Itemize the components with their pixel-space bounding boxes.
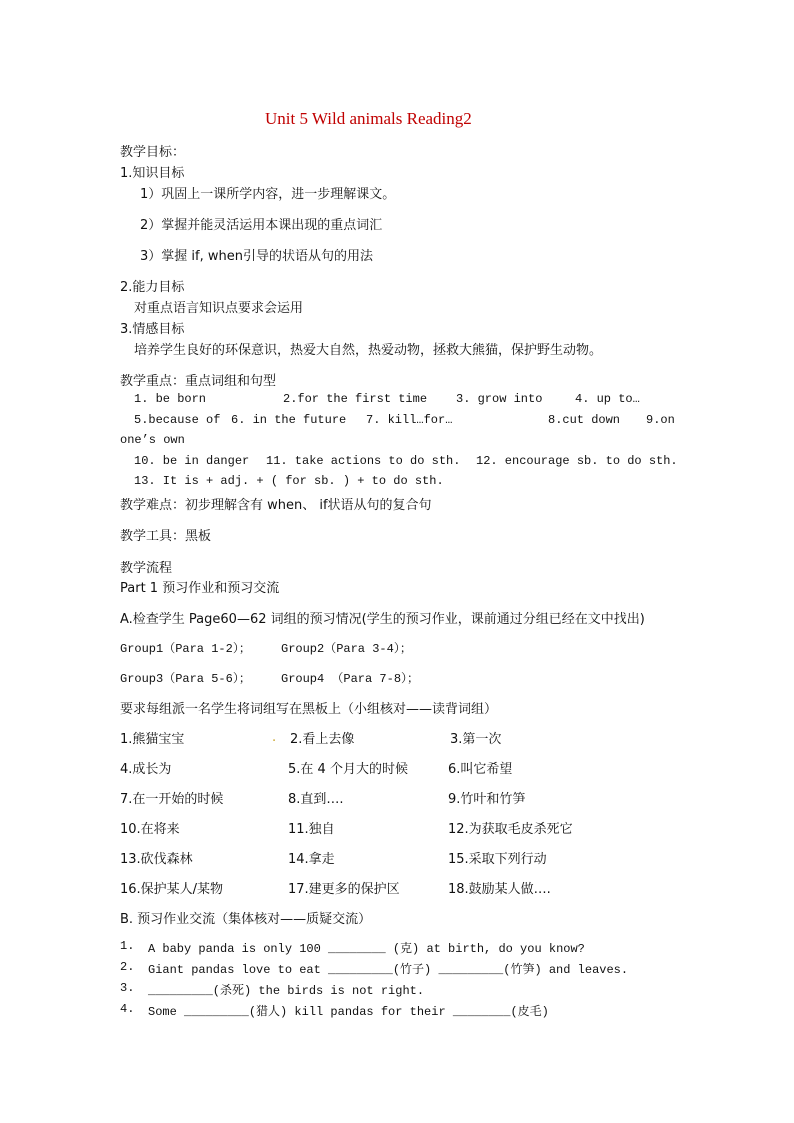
key-phrase: 4. up to… — [575, 392, 640, 406]
key-phrase: 3. grow into — [456, 392, 543, 406]
exercise-number: 1. — [120, 939, 135, 953]
group-4: Group4 （Para 7-8）； — [281, 672, 420, 686]
key-phrase: 11. take actions to do sth. — [266, 454, 461, 468]
document-title: Unit 5 Wild animals Reading2 — [265, 109, 472, 128]
key-phrase: 10. be in danger — [134, 454, 250, 468]
exercise-text: Some _________(猎人) kill pandas for their ________(皮毛) — [148, 1005, 549, 1019]
phrase-item: 4.成长为 — [120, 762, 172, 777]
key-phrase: 2.for the first time — [283, 392, 428, 406]
knowledge-goal-heading: 1.知识目标 — [120, 166, 185, 181]
section-b-heading: B. 预习作业交流（集体核对——质疑交流） — [120, 912, 372, 927]
key-phrase: 6. in the future — [231, 413, 347, 427]
key-phrase: 1. be born — [134, 392, 207, 406]
tools-line: 教学工具：黑板 — [120, 529, 212, 544]
section-a-heading: A.检查学生 Page60—62 词组的预习情况(学生的预习作业，课前通过分组已经在文中找出) — [120, 612, 645, 627]
group-3: Group3（Para 5-6）； — [120, 672, 251, 686]
difficulty-line: 教学难点：初步理解含有 when、 if状语从句的复合句 — [120, 498, 432, 513]
phrase-item: 10.在将来 — [120, 822, 180, 837]
exercise-number: 2. — [120, 960, 135, 974]
requirement-line: 要求每组派一名学生将词组写在黑板上（小组核对——读背词组） — [120, 702, 498, 717]
exercise-text: _________(杀死) the birds is not right. — [148, 984, 425, 998]
key-phrase: 7. kill…for… — [366, 413, 453, 427]
ability-goal-heading: 2.能力目标 — [120, 280, 185, 295]
phrase-item: 8.直到…. — [288, 792, 344, 807]
phrase-item: 3.第一次 — [450, 732, 502, 747]
knowledge-goal-1: 1）巩固上一课所学内容，进一步理解课文。 — [140, 187, 396, 202]
phrase-item: 16.保护某人/某物 — [120, 882, 224, 897]
key-phrase: 8.cut down — [548, 413, 621, 427]
phrase-item: 13.砍伐森林 — [120, 852, 193, 867]
key-phrase: 9.on — [646, 413, 675, 427]
phrase-item: 11.独自 — [288, 822, 335, 837]
exercise-text: Giant pandas love to eat _________(竹子) _________(竹笋) and leaves. — [148, 963, 629, 977]
phrase-item: 17.建更多的保护区 — [288, 882, 400, 897]
phrase-item: 15.采取下列行动 — [448, 852, 547, 867]
key-phrase: 12. encourage sb. to do sth. — [476, 454, 678, 468]
key-phrase-continued: one’s own — [120, 433, 185, 447]
exercise-number: 4. — [120, 1002, 135, 1016]
objectives-heading: 教学目标： — [120, 145, 186, 160]
knowledge-goal-3: 3）掌握 if, when引导的状语从句的用法 — [140, 249, 373, 264]
emotion-goal-heading: 3.情感目标 — [120, 322, 185, 337]
phrase-item: 1.熊猫宝宝 — [120, 732, 185, 747]
phrase-item: 18.鼓励某人做…. — [448, 882, 551, 897]
key-points-heading: 教学重点：重点词组和句型 — [120, 374, 277, 389]
stray-dot-mark: . — [272, 730, 277, 745]
key-sentence-pattern: 13. It is + adj. + ( for sb. ) + to do sth. — [134, 474, 444, 488]
knowledge-goal-2: 2）掌握并能灵活运用本课出现的重点词汇 — [140, 218, 383, 233]
group-2: Group2（Para 3-4）； — [281, 642, 412, 656]
phrase-item: 6.叫它希望 — [448, 762, 513, 777]
ability-goal-text: 对重点语言知识点要求会运用 — [134, 301, 304, 316]
process-heading: 教学流程 — [120, 561, 173, 576]
group-1: Group1（Para 1-2）； — [120, 642, 251, 656]
phrase-item: 12.为获取毛皮杀死它 — [448, 822, 573, 837]
exercise-number: 3. — [120, 981, 135, 995]
phrase-item: 2.看上去像 — [290, 732, 355, 747]
phrase-item: 7.在一开始的时候 — [120, 792, 224, 807]
phrase-item: 9.竹叶和竹笋 — [448, 792, 526, 807]
part1-heading: Part 1 预习作业和预习交流 — [120, 581, 280, 596]
key-phrase: 5.because of — [134, 413, 221, 427]
exercise-text: A baby panda is only 100 ________ (克) at birth, do you know? — [148, 942, 585, 956]
emotion-goal-text: 培养学生良好的环保意识，热爱大自然，热爱动物，拯救大熊猫，保护野生动物。 — [134, 343, 603, 358]
phrase-item: 5.在 4 个月大的时候 — [288, 762, 408, 777]
phrase-item: 14.拿走 — [288, 852, 335, 867]
